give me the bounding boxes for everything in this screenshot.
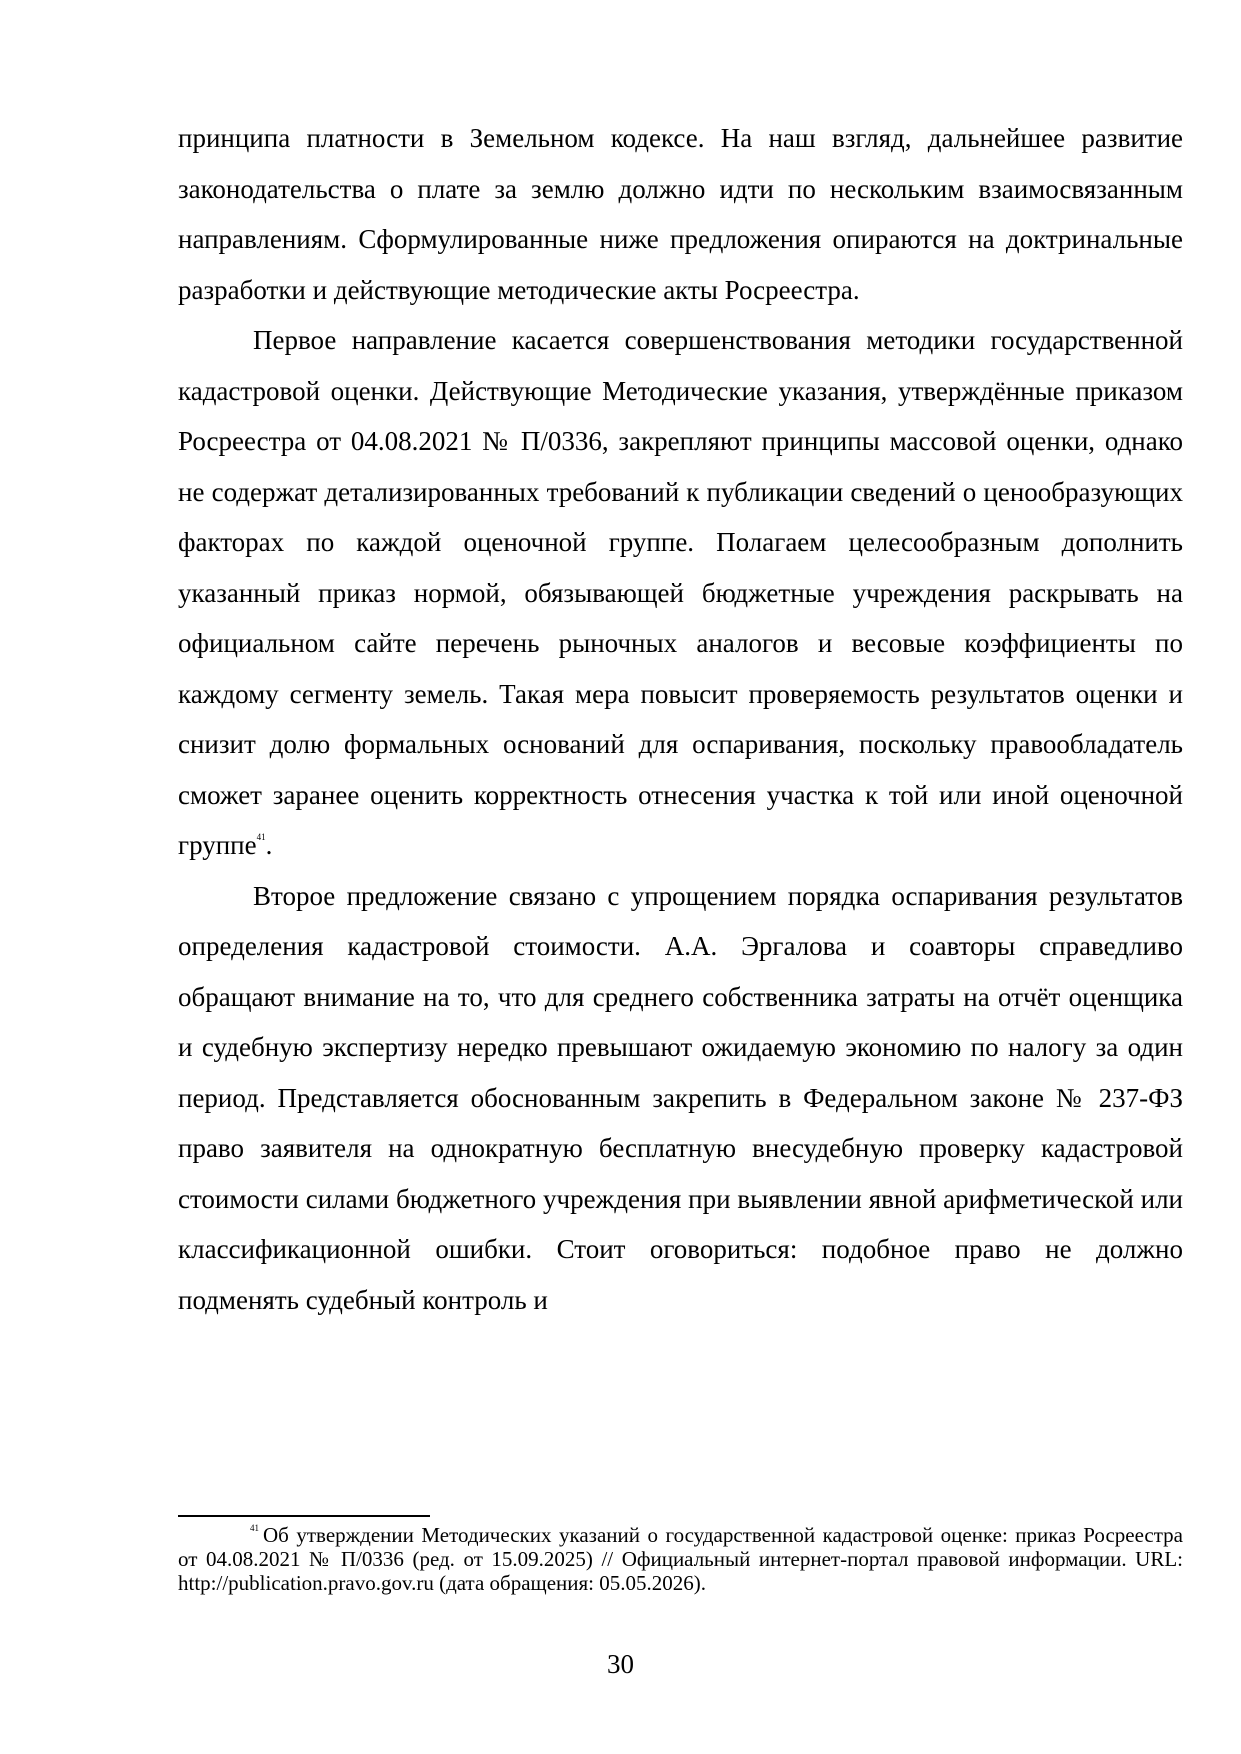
footnote-number: 41 bbox=[250, 1523, 259, 1533]
footnote bbox=[178, 1523, 1183, 1595]
paragraph-3-text: Второе предложение связано с упрощением порядка оспаривания результатов определения кадастровой стоимости. А.А. Эргалова и соавторы справедливо обращают внимание на то, что для среднего собственника затраты на отчёт оценщика и судебную экспертизу нередко превышают ожидаемую экономию по налогу за один период. Представляется обоснованным закрепить в Федеральном законе № 237-ФЗ право заявителя на однократную бесплатную внесудебную проверку кадастровой стоимости силами бюджетного учреждения при выявлении явной арифметической или классификационной ошибки. Стоит оговориться: подобное право не должно подменять судебный контроль и bbox=[178, 880, 1183, 1315]
footnote-separator bbox=[178, 1515, 430, 1517]
paragraph-2-tail: . bbox=[265, 830, 273, 860]
body-text bbox=[178, 113, 1183, 1325]
paragraph-3 bbox=[178, 871, 1183, 1326]
footnote-reference[interactable]: 41 bbox=[256, 832, 266, 842]
page-number: 30 bbox=[607, 1649, 634, 1679]
paragraph-1-text: принципа платности в Земельном кодексе. На наш взгляд, дальнейшее развитие законодательства о плате за землю должно идти по нескольким взаимосвязанным направлениям. Сформулированные ниже предложения опираются на доктринальные разработки и действующие методические акты Росреестра. bbox=[178, 123, 1183, 305]
paragraph-2-text: Первое направление касается совершенствования методики государственной кадастровой оценки. Действующие Методические указания, утверждённые приказом Росреестра от 04.08.2021 № П/0336, закрепляют принципы массовой оценки, однако не содержат детализированных требований к публикации сведений о ценообразующих факторах по каждой оценочной группе. Полагаем целесообразным дополнить указанный приказ нормой, обязывающей бюджетные учреждения раскрывать на официальном сайте перечень рыночных аналогов и весовые коэффициенты по каждому сегменту земель. Такая мера повысит проверяемость результатов оценки и снизит долю формальных оснований для оспаривания, поскольку правообладатель сможет заранее оценить корректность отнесения участка к той или иной оценочной группе bbox=[178, 325, 1183, 860]
paragraph-2 bbox=[178, 315, 1183, 871]
footnote-text: Об утверждении Методических указаний о государственной кадастровой оценке: приказ Росреестра от 04.08.2021 № П/0336 (ред. от 15.09.2025) // Официальный интернет-портал правовой информации. URL: http://publication.pravo.gov.ru (дата обращения: 05.05.2026). bbox=[178, 1523, 1183, 1595]
paragraph-1 bbox=[178, 113, 1183, 315]
